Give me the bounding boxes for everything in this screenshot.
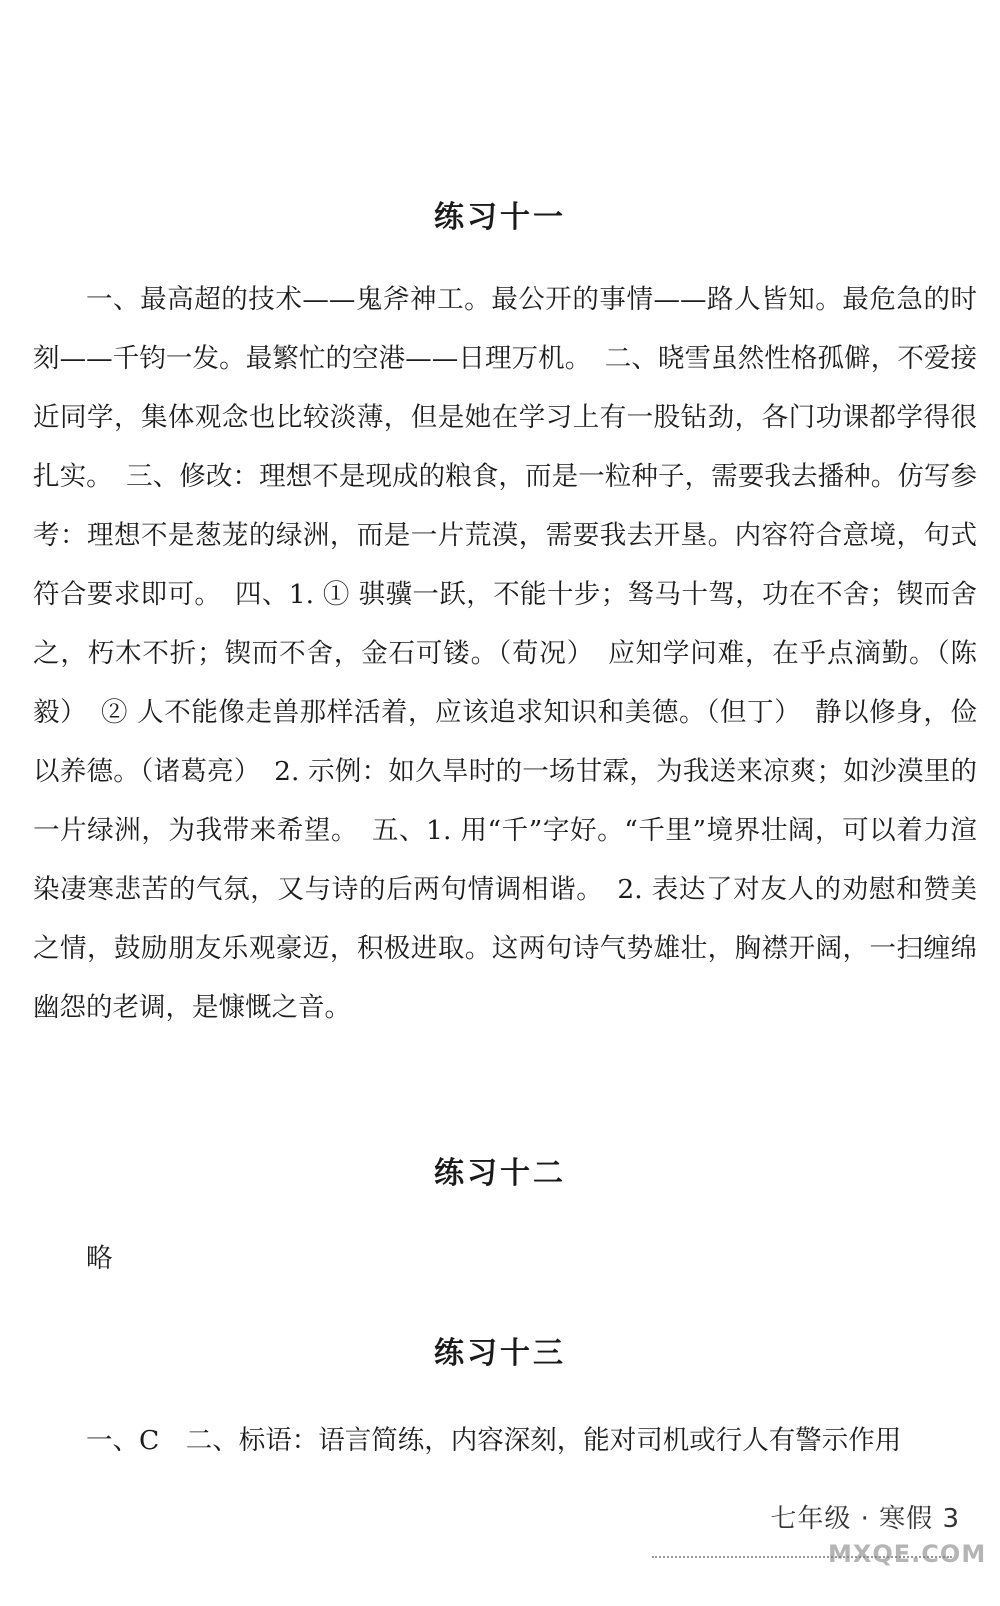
section-body-exercise-12: 略 [86, 1243, 113, 1274]
section-title-exercise-13: 练习十三 [434, 1336, 566, 1371]
watermark-text: MXQE.COM [828, 1540, 987, 1568]
section-title-exercise-12: 练习十二 [434, 1156, 566, 1191]
section-title-exercise-11: 练习十一 [434, 200, 566, 235]
page-number: 3 [942, 1504, 960, 1534]
page-footer [770, 1498, 960, 1535]
section-body-exercise-13: 一、C 二、标语：语言简练，内容深刻，能对司机或行人有警示作用 [86, 1425, 902, 1456]
section-body-exercise-11: 一、最高超的技术——鬼斧神工。最公开的事情——路人皆知。最危急的时刻——千钧一发。最繁忙的空港——日理万机。 二、晓雪虽然性格孤僻，不爱接近同学，集体观念也比较淡薄，但是她在学习上有一股钻劲，各门功课都学得很扎实。 三、修改：理想不是现成的粮食，而是一粒种子，需要我去播种。仿写参考：理想不是葱茏的绿洲，而是一片荒漠，需要我去开垦。内容符合意境，句式符合要求即可。 四、1. ① 骐骥一跃，不能十步；驽马十驾，功在不舍；锲而舍之，朽木不折；锲而不舍，金石可镂。（荀况） 应知学问难，在乎点滴勤。（陈毅） ② 人不能像走兽那样活着，应该追求知识和美德。（但丁） 静以修身，俭以养德。（诸葛亮） 2. 示例：如久旱时的一场甘霖，为我送来凉爽；如沙漠里的一片绿洲，为我带来希望。 五、1. 用“千”字好。“千里”境界壮阔，可以着力渲染凄寒悲苦的气氛，又与诗的后两句情调相谐。 2. 表达了对友人的劝慰和赞美之情，鼓励朋友乐观豪迈，积极进取。这两句诗气势雄壮，胸襟开阔，一扫缠绵幽怨的老调，是慷慨之音。 [33, 284, 977, 1023]
footer-label: 七年级 · 寒假 [770, 1504, 934, 1534]
